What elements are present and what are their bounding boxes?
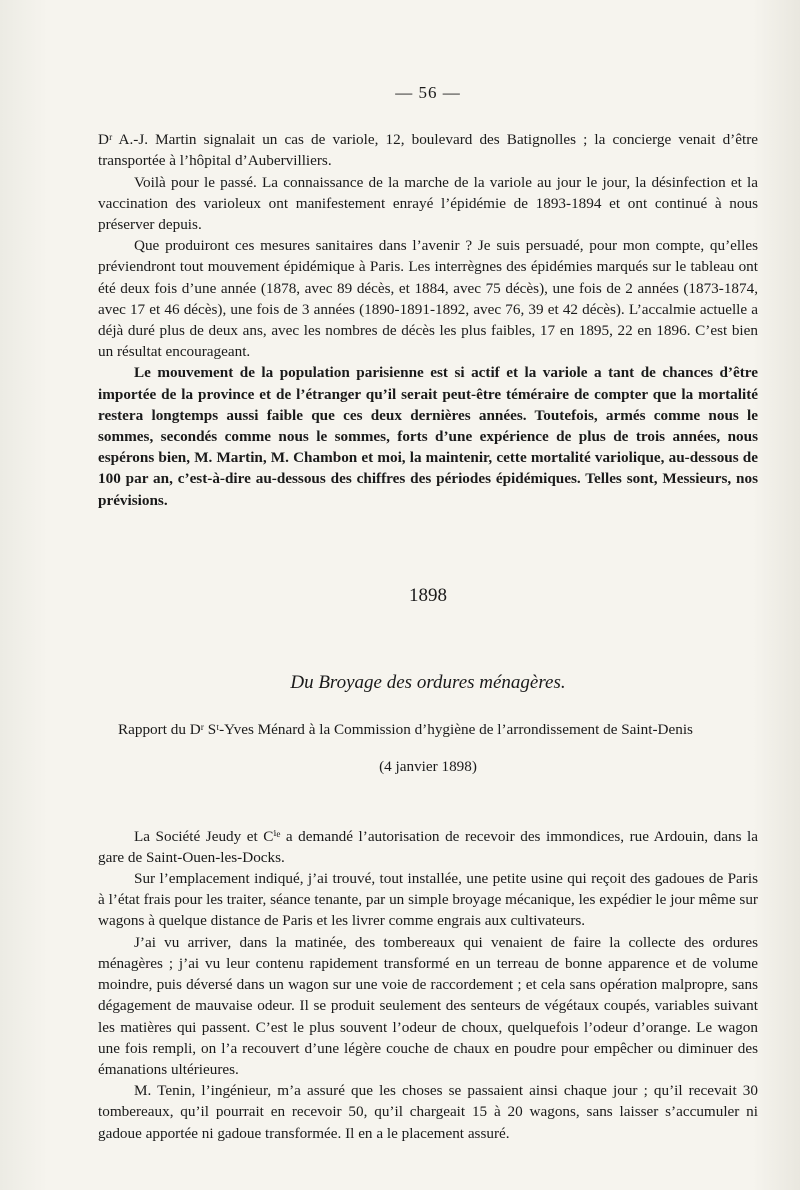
year-heading: 1898 bbox=[409, 584, 447, 606]
paragraph: J’ai vu arriver, dans la matinée, des tombereaux qui venaient de faire la collecte des ordures ménagères ; j’ai vu leur contenu rapidement transformé en un terreau de bonne apparence et de volume moindre, puis déversé dans un wagon sur une voie de raccordement ; et cela sans opération malpropre, sans dégagement de mauvaise odeur. Il se produit seulement des senteurs de végétaux coupés, variables suivant les matières qui passent. C’est le plus souvent l’odeur de choux, quelquefois l’odeur d’orange. Le wagon une fois rempli, on l’a recouvert d’une légère couche de chaux en poudre pour empêcher ou diminuer des émanations ultérieures. bbox=[98, 933, 758, 1078]
report-date: (4 janvier 1898) bbox=[379, 758, 477, 776]
paragraph: Dʳ A.-J. Martin signalait un cas de variole, 12, boulevard des Batignolles ; la concierge venait d’être transportée à l’hôpital d’Aubervilliers. bbox=[98, 131, 758, 170]
paragraph: Voilà pour le passé. La connaissance de la marche de la variole au jour le jour, la désinfection et la vaccination des varioleux ont manifestement enrayé l’épidémie de 1893-1894 et ont continué à nous préserver depuis. bbox=[98, 173, 758, 234]
paragraph-bold: Le mouvement de la population parisienne est si actif et la variole a tant de chances d’être importée de la province et de l’étranger qu’il serait peut-être téméraire de compter que la mortalité restera longtemps aussi faible que ces deux dernières années. Toutefois, armés comme nous le sommes, secondés comme nous le sommes, forts d’une expérience de plus de trois années, nous espérons bien, M. Martin, M. Chambon et moi, la maintenir, cette mortalité variolique, au-dessous de 100 par an, c’est-à-dire au-dessous des chiffres des périodes épidémiques. Telles sont, Messieurs, nos prévisions. bbox=[98, 364, 758, 509]
paragraph: Sur l’emplacement indiqué, j’ai trouvé, tout installée, une petite usine qui reçoit des gadoues de Paris à l’état frais pour les traiter, séance tenante, par un simple broyage mécanique, les expédier le jour même sur wagons à quelque distance de Paris et les livrer comme engrais aux cultivateurs. bbox=[98, 870, 758, 930]
paragraph: Que produiront ces mesures sanitaires dans l’avenir ? Je suis persuadé, pour mon compte, qu’elles préviendront tout mouvement épidémique à Paris. Les interrègnes des épidémies marqués sur le tableau ont été deux fois d’une année (1878, avec 89 décès, et 1884, avec 75 décès), une fois de 2 années (1873-1874, avec 17 et 46 décès), une fois de 3 années (1890-1891-1892, avec 76, 39 et 42 décès). L’accalmie actuelle a déjà duré plus de deux ans, avec les nombres de décès les plus faibles, 17 en 1895, 22 en 1896. C’est bien un résultat encourageant. bbox=[98, 237, 758, 361]
paragraph: La Société Jeudy et Cⁱᵉ a demandé l’autorisation de recevoir des immondices, rue Ardouin, dans la gare de Saint-Ouen-les-Docks. bbox=[98, 827, 758, 866]
section-title: Du Broyage des ordures ménagères. bbox=[290, 672, 566, 694]
paragraph: M. Tenin, l’ingénieur, m’a assuré que les choses se passaient ainsi chaque jour ; qu’il recevait 30 tombereaux, qu’il pourrait en recevoir 50, qu’il chargeait 15 à 20 wagons, sans laisser s’accumuler ni gadoue apportée ni gadoue transformée. Il en a le placement assuré. bbox=[98, 1082, 758, 1142]
document-body bbox=[98, 82, 758, 1144]
page-number: — 56 — bbox=[395, 83, 461, 102]
report-line: Rapport du Dʳ Sᵗ-Yves Ménard à la Commission d’hygiène de l’arrondissement de Saint-Denis bbox=[118, 721, 693, 739]
